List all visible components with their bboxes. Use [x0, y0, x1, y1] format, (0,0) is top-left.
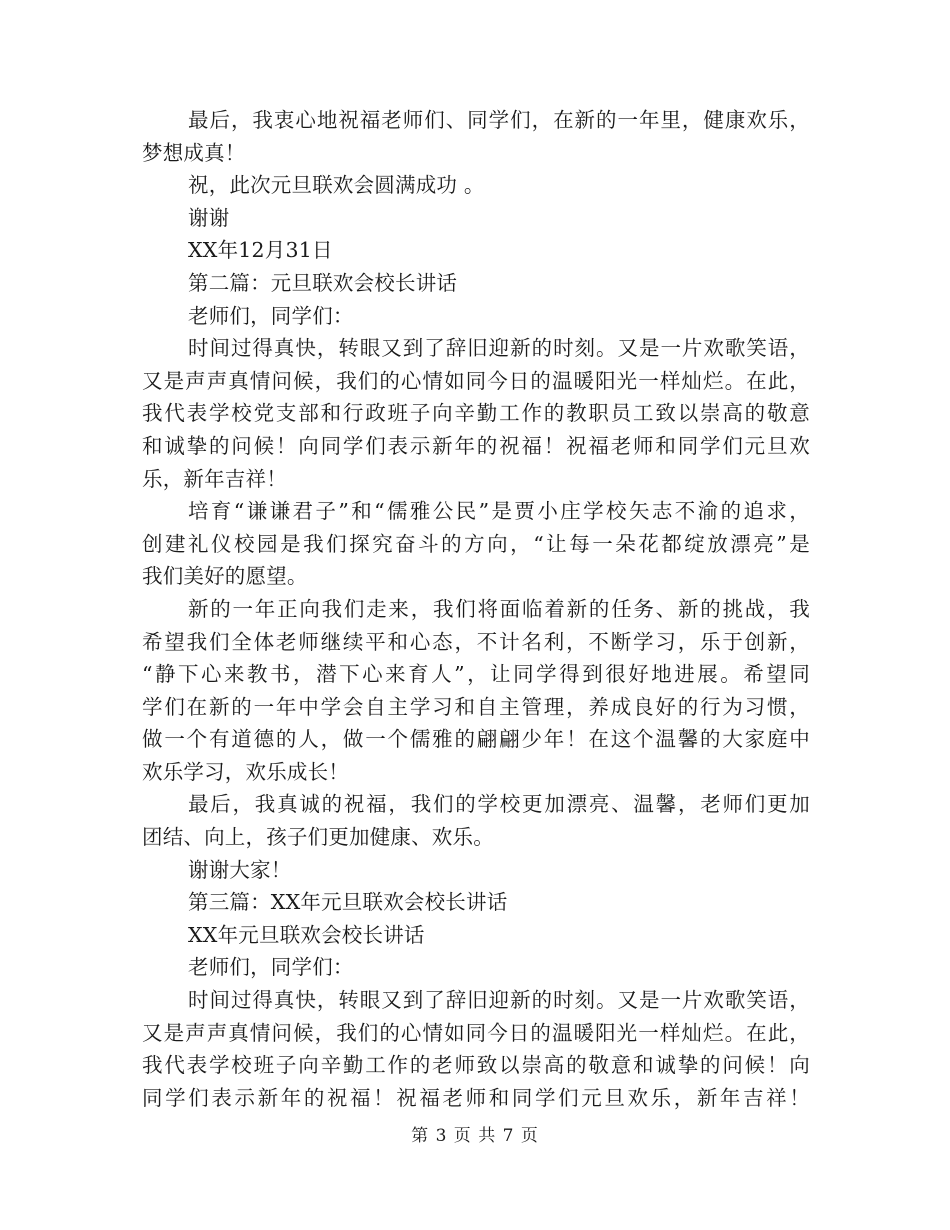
text-line: 谢谢大家！ [188, 857, 292, 882]
text-line: 时间过得真快，转眼又到了辞旧迎新的时刻。又是一片欢歌笑语， [188, 988, 810, 1013]
text-line: 最后，我真诚的祝福，我们的学校更加漂亮、温馨，老师们更加 [188, 792, 810, 817]
page-footer: 第 3 页 共 7 页 [411, 1126, 539, 1146]
text-line: 新的一年正向我们走来，我们将面临着新的任务、新的挑战，我 [188, 596, 810, 621]
text-line: 同学们表示新年的祝福！祝福老师和同学们元旦欢乐，新年吉祥！ [142, 1085, 810, 1110]
text-line: 谢谢 [188, 205, 230, 230]
text-line: 乐，新年吉祥！ [142, 466, 287, 491]
text-line: 梦想成真！ [142, 140, 246, 165]
text-line: XX年元旦联欢会校长讲话 [188, 922, 425, 947]
text-line: 学们在新的一年中学会自主学习和自主管理，养成良好的行为习惯， [142, 694, 810, 719]
text-line: XX年12月31日 [188, 238, 333, 263]
text-line: 我代表学校党支部和行政班子向辛勤工作的教职员工致以崇高的敬意 [142, 401, 810, 426]
text-line: 老师们，同学们： [188, 303, 354, 328]
text-line: 和诚挚的问候！向同学们表示新年的祝福！祝福老师和同学们元旦欢 [142, 433, 810, 458]
document-body [142, 104, 810, 1114]
text-line: 做一个有道德的人，做一个儒雅的翩翩少年！在这个温馨的大家庭中 [142, 727, 810, 752]
text-line: 欢乐学习，欢乐成长！ [142, 759, 349, 784]
text-line: 团结、向上，孩子们更加健康、欢乐。 [142, 825, 494, 850]
text-line: 创建礼仪校园是我们探究奋斗的方向，“让每一朵花都绽放漂亮”是 [142, 531, 810, 556]
text-line: 第二篇：元旦联欢会校长讲话 [188, 270, 458, 295]
text-line: 希望我们全体老师继续平和心态，不计名利，不断学习，乐于创新， [142, 629, 810, 654]
text-line: 我代表学校班子向辛勤工作的老师致以崇高的敬意和诚挚的问候！向 [142, 1053, 810, 1078]
text-line: 又是声声真情问候，我们的心情如同今日的温暖阳光一样灿烂。在此， [142, 368, 810, 393]
text-line: 老师们，同学们： [188, 955, 354, 980]
text-line: 第三篇：XX年元旦联欢会校长讲话 [188, 890, 508, 915]
text-line: 培育“谦谦君子”和“儒雅公民”是贾小庄学校矢志不渝的追求， [188, 499, 810, 524]
text-line: 又是声声真情问候，我们的心情如同今日的温暖阳光一样灿烂。在此， [142, 1020, 810, 1045]
text-line: 时间过得真快，转眼又到了辞旧迎新的时刻。又是一片欢歌笑语， [188, 336, 810, 361]
text-line: 最后，我衷心地祝福老师们、同学们，在新的一年里，健康欢乐， [188, 108, 810, 132]
text-line: 我们美好的愿望。 [142, 564, 308, 589]
text-line: “静下心来教书，潜下心来育人”，让同学得到很好地进展。希望同 [142, 662, 810, 687]
text-line: 祝，此次元旦联欢会圆满成功 。 [188, 173, 485, 198]
